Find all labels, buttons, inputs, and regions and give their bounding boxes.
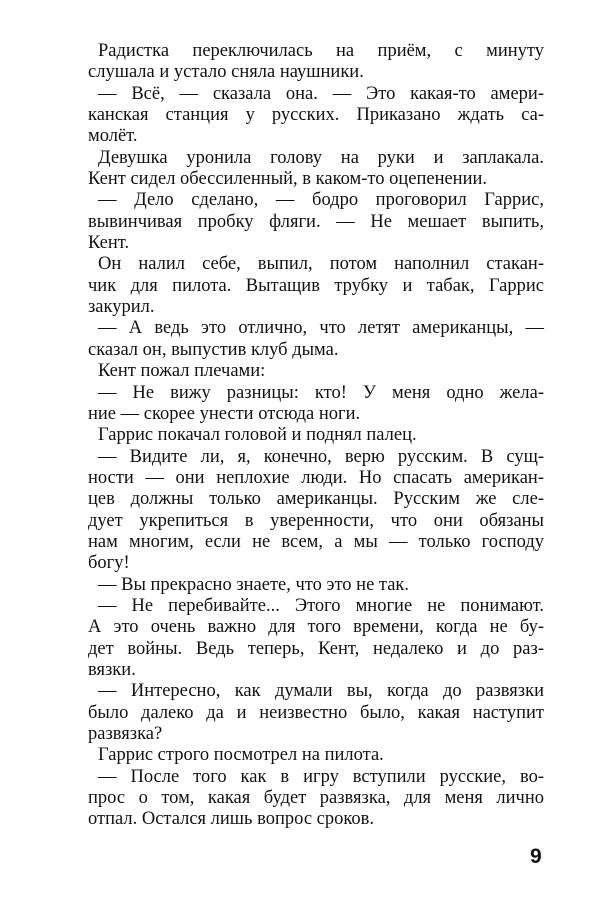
text-line: цев должны только американцы. Русским же сле-	[88, 489, 544, 510]
text-line: — Дело сделано, — бодро проговорил Гаррис,	[98, 190, 544, 211]
text-line: ности — они неплохие люди. Но спасать американ-	[88, 467, 544, 488]
paragraph	[88, 318, 544, 361]
paragraph	[88, 575, 544, 596]
text-line: развязка?	[88, 724, 163, 744]
paragraph	[88, 596, 544, 681]
paragraph	[88, 745, 544, 766]
paragraph	[88, 190, 544, 254]
text-line: вязки.	[88, 659, 136, 680]
text-line: Кент сидел обессиленный, в каком-то оцепенении.	[88, 169, 488, 190]
text-line: канская станция у русских. Приказано ждать са-	[88, 105, 544, 126]
text-line: — Не перебивайте... Этого многие не понимают.	[98, 595, 544, 616]
text-line: Он налил себе, выпил, потом наполнил стакан-	[98, 254, 544, 275]
text-line: Радистка переключилась на приём, с минуту	[98, 41, 544, 61]
text-line: — А ведь это отлично, что летят американцы, —	[98, 318, 544, 339]
text-line: закурил.	[88, 297, 155, 318]
paragraph	[88, 447, 544, 575]
paragraph	[88, 84, 544, 148]
text-line: богу!	[88, 553, 130, 574]
text-line: нам многим, если не всем, а мы — только господу	[88, 531, 544, 552]
text-line: Кент.	[88, 233, 130, 254]
paragraph	[88, 361, 544, 382]
paragraph	[88, 681, 544, 745]
text-line: — Видите ли, я, конечно, верю русским. В сущ-	[98, 446, 544, 467]
paragraph	[88, 148, 544, 191]
text-line: сказал он, выпустив клуб дыма.	[88, 339, 339, 360]
text-line: Девушка уронила голову на руки и заплакала.	[98, 147, 544, 168]
text-line: Кент пожал плечами:	[98, 361, 266, 382]
text-line: Гаррис покачал головой и поднял палец.	[98, 425, 417, 446]
text-line: ние — скорее унести отсюда ноги.	[88, 403, 361, 424]
text-line: — Не вижу разницы: кто! У меня одно жела-	[98, 382, 544, 403]
body-text	[88, 41, 544, 831]
paragraph	[88, 767, 544, 831]
text-line: А это очень важно для того времени, когда не бу-	[88, 617, 544, 638]
page-number: 9	[530, 845, 542, 868]
text-line: было далеко да и неизвестно было, какая наступит	[88, 702, 544, 723]
paragraph	[88, 425, 544, 446]
paragraph	[88, 383, 544, 426]
text-line: слушала и устало сняла наушники.	[88, 62, 364, 83]
text-line: — Вы прекрасно знаете, что это не так.	[98, 574, 410, 595]
text-line: прос о том, какая будет развязка, для меня лично	[88, 788, 544, 809]
text-line: дет войны. Ведь теперь, Кент, недалеко и до раз-	[88, 638, 544, 659]
paragraph	[88, 41, 544, 84]
text-line: вывинчивая пробку фляги. — Не мешает выпить,	[88, 211, 544, 232]
text-line: Гаррис строго посмотрел на пилота.	[98, 745, 384, 766]
text-line: — Всё, — сказала она. — Это какая-то амери-	[98, 83, 544, 104]
text-line: — Интересно, как думали вы, когда до развязки	[98, 681, 544, 702]
text-line: дует укрепиться в уверенности, что они обязаны	[88, 510, 544, 531]
paragraph	[88, 254, 544, 318]
text-line: чик для пилота. Вытащив трубку и табак, Гаррис	[88, 275, 544, 296]
text-line: молёт.	[88, 126, 138, 147]
text-line: отпал. Остался лишь вопрос сроков.	[88, 809, 375, 830]
text-line: — После того как в игру вступили русские, во-	[98, 766, 544, 787]
